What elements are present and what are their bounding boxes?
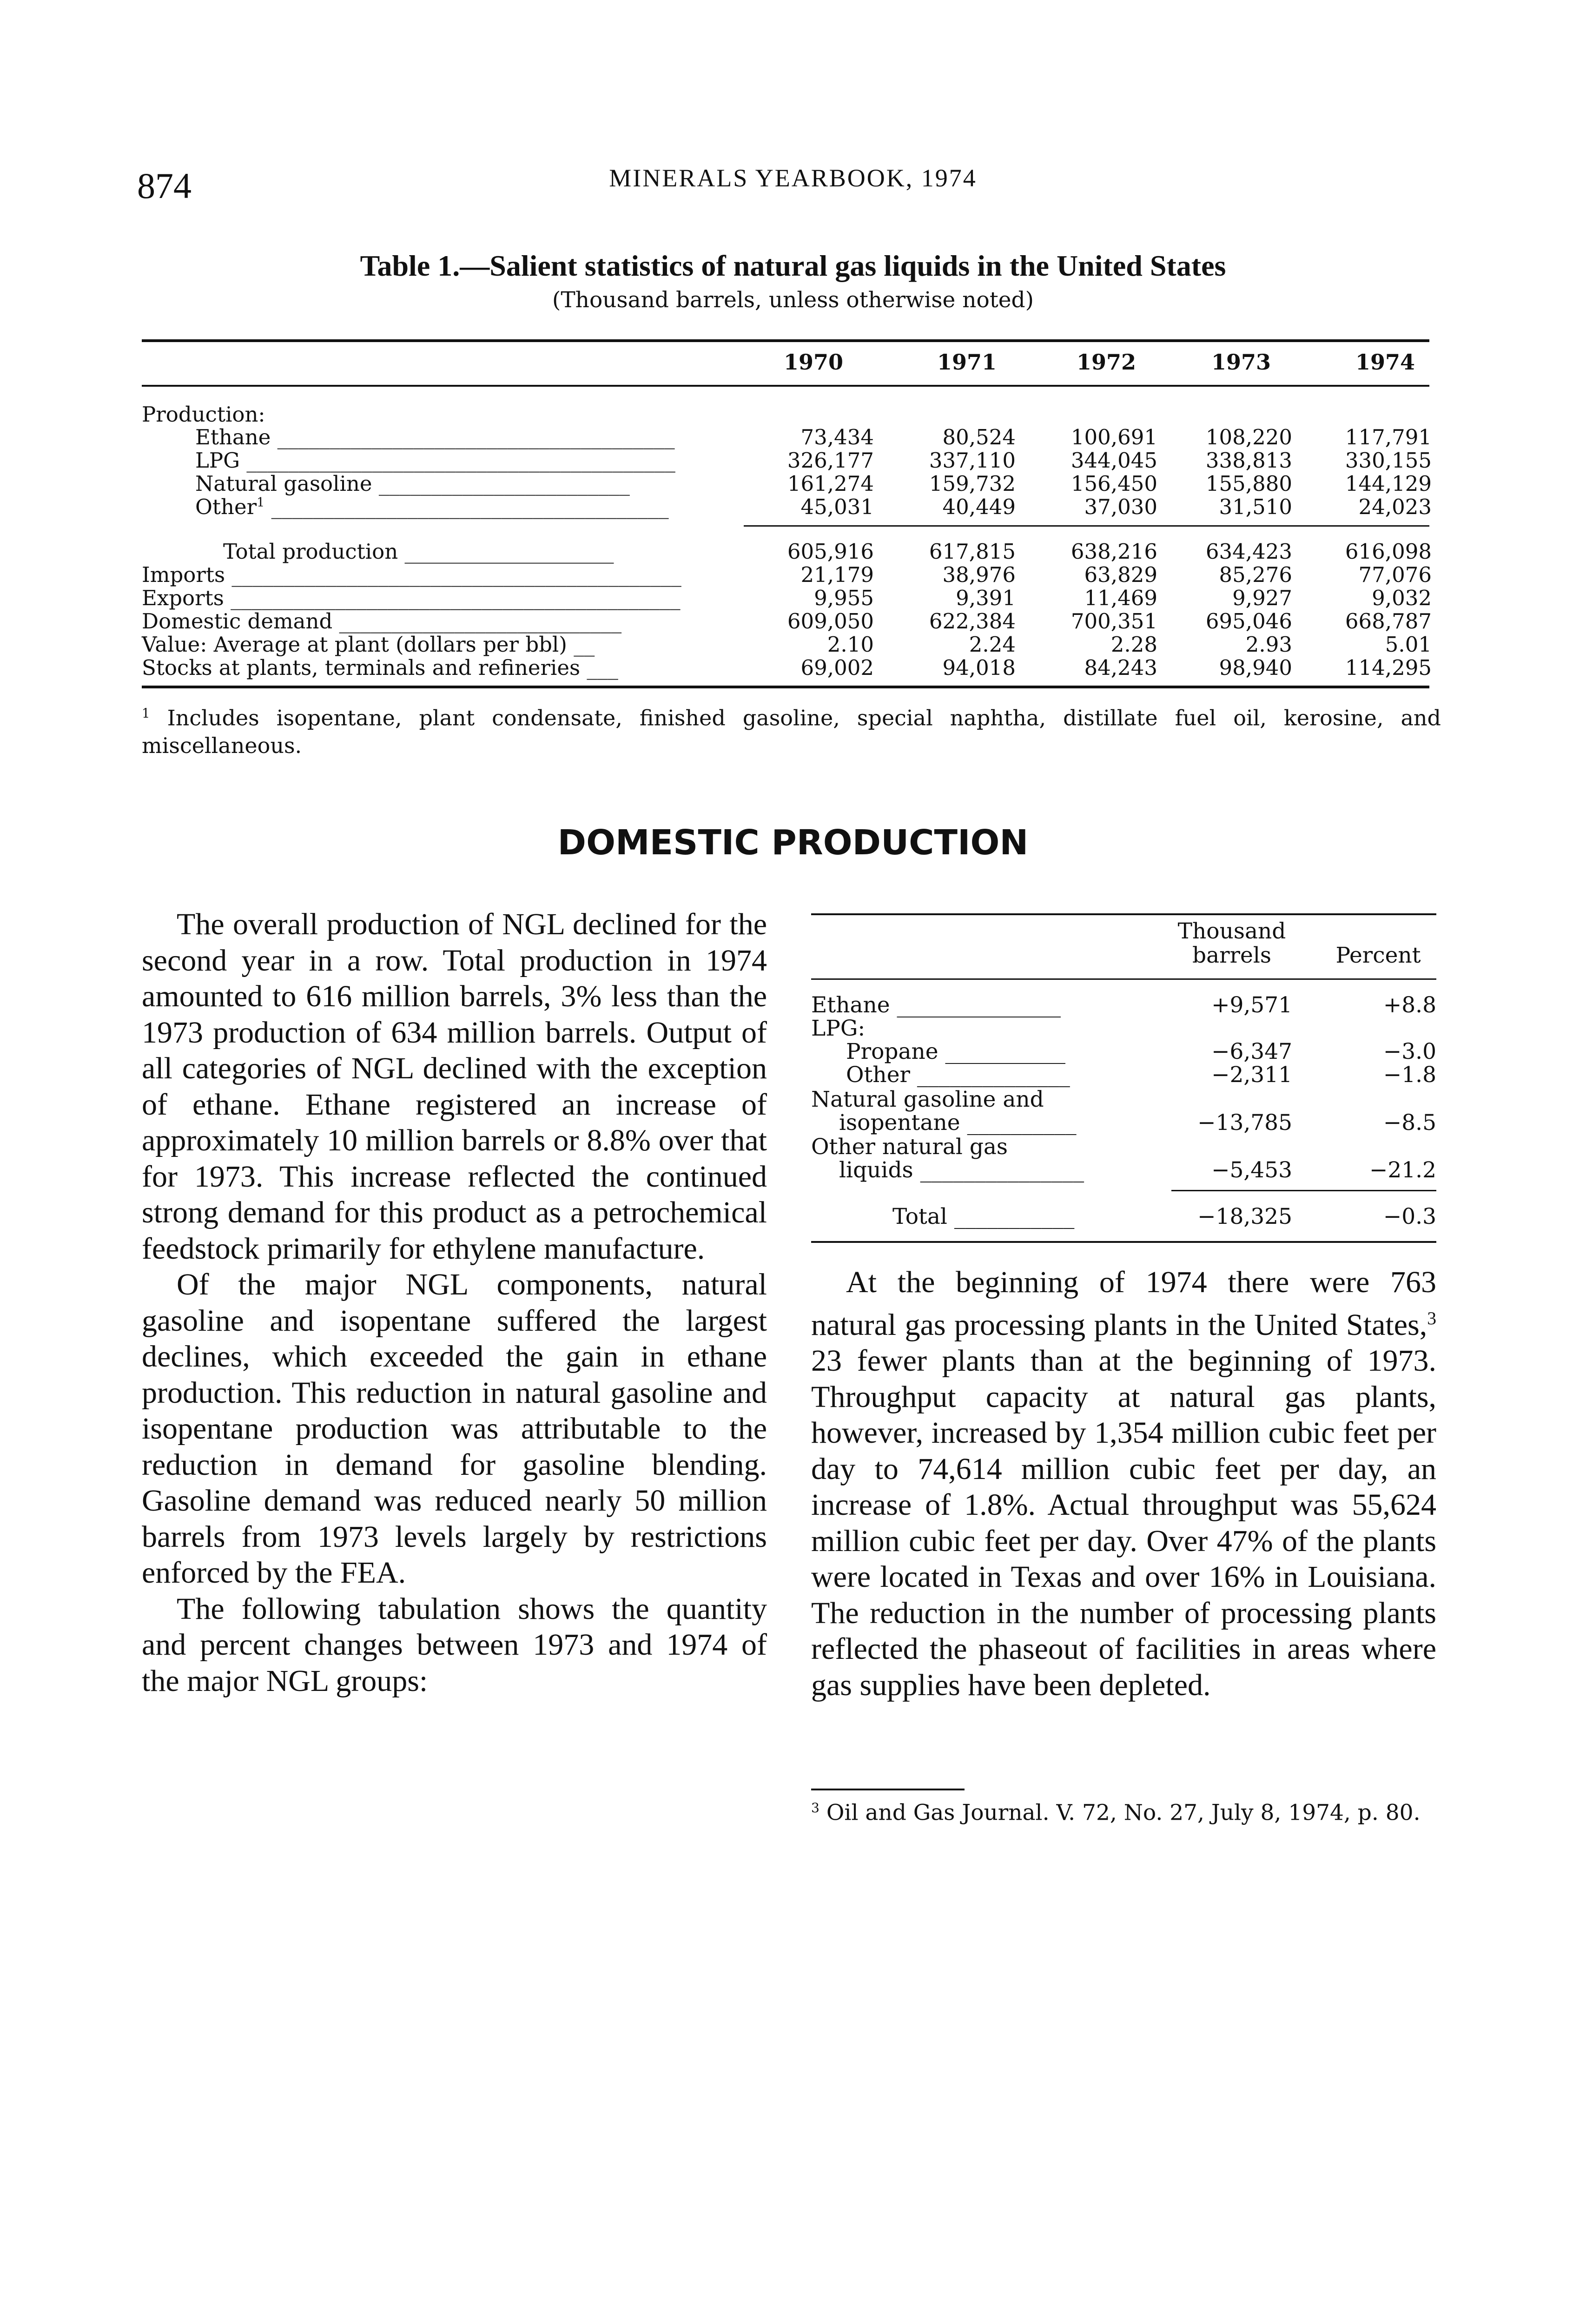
table-bottom-rule xyxy=(142,686,1429,688)
cell: 117,791 xyxy=(1345,425,1432,449)
cell: 605,916 xyxy=(787,539,874,564)
cell: 9,391 xyxy=(956,586,1016,610)
cell: 9,955 xyxy=(814,586,874,610)
tab-cell: −5,453 xyxy=(1211,1157,1292,1183)
cell: 622,384 xyxy=(929,609,1016,634)
cell: 94,018 xyxy=(942,655,1016,680)
cell: 700,351 xyxy=(1071,609,1157,634)
tabulation-header-rule xyxy=(811,978,1436,980)
footnote-3: $^3$ Oil and Gas Journal. V. 72, No. 27, July 8, 1974, p. 80. xyxy=(811,1794,1436,1827)
barrels-header: Thousand barrels xyxy=(1177,918,1286,968)
tab-cell: +8.8 xyxy=(1383,992,1436,1018)
row-label: Ethane ______________________________________ xyxy=(195,425,675,449)
tab-row-label: LPG: xyxy=(811,1016,866,1041)
cell: 155,880 xyxy=(1205,471,1292,496)
tab-cell: +9,571 xyxy=(1211,992,1292,1018)
cell: 609,050 xyxy=(787,609,874,634)
tab-row-label: Propane ___________ xyxy=(846,1039,1066,1064)
percent-header: Percent xyxy=(1335,943,1421,968)
tab-cell: −6,347 xyxy=(1211,1039,1292,1064)
row-label: Natural gasoline ________________________ xyxy=(195,471,630,496)
cell: 2.93 xyxy=(1245,632,1292,657)
table-footnote: $^1$ Includes isopentane, plant condensate, finished gasoline, special naphtha, distillate fuel oil, kerosine, and miscellaneous. xyxy=(142,705,1441,759)
cell: 5.01 xyxy=(1385,632,1432,657)
cell: 2.10 xyxy=(827,632,874,657)
cell: 330,155 xyxy=(1345,448,1432,473)
cell: 695,046 xyxy=(1205,609,1292,634)
year-header: 1970 xyxy=(783,350,844,375)
tab-row-label: liquids _______________ xyxy=(839,1157,1084,1183)
row-label: Imports ___________________________________________ xyxy=(142,562,681,587)
cell: 2.24 xyxy=(969,632,1016,657)
cell: 144,129 xyxy=(1345,471,1432,496)
tab-row-label: Other natural gas xyxy=(811,1134,1008,1160)
cell: 634,423 xyxy=(1205,539,1292,564)
cell: 11,469 xyxy=(1084,586,1157,610)
cell: 337,110 xyxy=(929,448,1016,473)
row-label: Exports ___________________________________________ xyxy=(142,586,681,610)
tab-row-label: isopentane __________ xyxy=(839,1110,1077,1136)
table-subtitle: (Thousand barrels, unless otherwise noted) xyxy=(552,287,1034,313)
cell: 668,787 xyxy=(1345,609,1432,634)
tab-cell: −21.2 xyxy=(1369,1157,1436,1183)
year-header: 1974 xyxy=(1355,350,1415,375)
cell: 100,691 xyxy=(1071,425,1157,449)
cell: 63,829 xyxy=(1084,562,1157,587)
cell: 114,295 xyxy=(1345,655,1432,680)
table-title: Table 1.—Salient statistics of natural gas liquids in the United States xyxy=(360,249,1226,282)
running-title: MINERALS YEARBOOK, 1974 xyxy=(609,164,977,192)
row-label: Other$^1$ ______________________________________ xyxy=(195,495,669,519)
tab-cell: −8.5 xyxy=(1383,1110,1436,1136)
tabulation-bottom-rule xyxy=(811,1241,1436,1243)
cell: 338,813 xyxy=(1205,448,1292,473)
left-column-text xyxy=(142,906,767,1699)
tab-row-label: Natural gasoline and xyxy=(811,1087,1044,1112)
cell: 21,179 xyxy=(800,562,874,587)
cell: 80,524 xyxy=(942,425,1016,449)
tab-row-label: Other ______________ xyxy=(846,1062,1070,1088)
tab-cell: −1.8 xyxy=(1383,1062,1436,1088)
cell: 617,815 xyxy=(929,539,1016,564)
tab-cell: −0.3 xyxy=(1383,1204,1436,1229)
cell: 161,274 xyxy=(787,471,874,496)
tab-cell: −2,311 xyxy=(1211,1062,1292,1088)
subtotal-rule xyxy=(744,525,1429,527)
cell: 84,243 xyxy=(1084,655,1157,680)
year-header: 1971 xyxy=(937,350,997,375)
table-header-rule xyxy=(142,385,1429,387)
tab-row-label: Total ___________ xyxy=(892,1204,1075,1229)
cell: 344,045 xyxy=(1071,448,1157,473)
tab-row-label: Ethane _______________ xyxy=(811,992,1061,1018)
row-label: Value: Average at plant (dollars per bbl) __ xyxy=(142,632,595,657)
row-label: LPG _________________________________________ xyxy=(195,448,675,473)
cell: 159,732 xyxy=(929,471,1016,496)
cell: 9,032 xyxy=(1372,586,1432,610)
cell: 638,216 xyxy=(1071,539,1157,564)
cell: 45,031 xyxy=(800,495,874,519)
paragraph: The overall production of NGL declined for the second year in a row. Total production in 1974 amounted to 616 million barrels, 3% less than the 1973 production of 634 million barrels. Output of all categories of NGL declined with the exception of ethane. Ethane registered an increase of approximately 10 million barrels or 8.8% over that for 1973. This increase reflected the continued strong demand for this product as a petrochemical feedstock primarily for ethylene manufacture. xyxy=(142,907,767,1266)
section-heading: DOMESTIC PRODUCTION xyxy=(557,823,1029,863)
tab-cell: −18,325 xyxy=(1197,1204,1292,1229)
paragraph: The following tabulation shows the quantity and percent changes between 1973 and 1974 of the major NGL groups: xyxy=(142,1591,767,1698)
paragraph: Of the major NGL components, natural gasoline and isopentane suffered the largest declines, which exceeded the gain in ethane production. This reduction in natural gasoline and isopentane production was attributable to the reduction in demand for gasoline blending. Gasoline demand was reduced nearly 50 million barrels from 1973 levels largely by restrictions enforced by the FEA. xyxy=(142,1268,767,1590)
footnote-rule xyxy=(811,1789,965,1790)
right-column-text xyxy=(811,1264,1436,1703)
tabulation-top-rule xyxy=(811,913,1436,915)
cell: 77,076 xyxy=(1358,562,1432,587)
production-section-label: Production: xyxy=(142,402,265,427)
row-label: Stocks at plants, terminals and refineries ___ xyxy=(142,655,618,680)
cell: 69,002 xyxy=(800,655,874,680)
cell: 108,220 xyxy=(1205,425,1292,449)
cell: 326,177 xyxy=(787,448,874,473)
cell: 616,098 xyxy=(1345,539,1432,564)
cell: 37,030 xyxy=(1084,495,1157,519)
paragraph: At the beginning of 1974 there were 763 natural gas processing plants in the United States,$^3$ 23 fewer plants than at the beginning of 1973. Throughput capacity at natural gas plants, however, increased by 1,354 million cubic feet per day to 74,614 million cubic feet per day, an increase of 1.8%. Actual throughput was 55,624 million cubic feet per day. Over 47% of the plants were located in Texas and over 16% in Louisiana. The reduction in the number of processing plants reflected the phaseout of facilities in areas where gas supplies have been depleted. xyxy=(811,1265,1436,1702)
cell: 31,510 xyxy=(1219,495,1292,519)
cell: 2.28 xyxy=(1110,632,1157,657)
cell: 73,434 xyxy=(800,425,874,449)
table-top-rule xyxy=(142,339,1429,342)
year-header: 1973 xyxy=(1211,350,1271,375)
cell: 40,449 xyxy=(942,495,1016,519)
cell: 9,927 xyxy=(1232,586,1292,610)
row-label: Total production ____________________ xyxy=(223,539,614,564)
page-number: 874 xyxy=(137,165,192,206)
cell: 98,940 xyxy=(1219,655,1292,680)
tab-cell: −13,785 xyxy=(1197,1110,1292,1136)
cell: 38,976 xyxy=(942,562,1016,587)
cell: 85,276 xyxy=(1219,562,1292,587)
year-header: 1972 xyxy=(1076,350,1137,375)
tabulation-total-rule xyxy=(1171,1190,1436,1191)
tab-cell: −3.0 xyxy=(1383,1039,1436,1064)
cell: 24,023 xyxy=(1358,495,1432,519)
row-label: Domestic demand ___________________________ xyxy=(142,609,622,634)
cell: 156,450 xyxy=(1071,471,1157,496)
